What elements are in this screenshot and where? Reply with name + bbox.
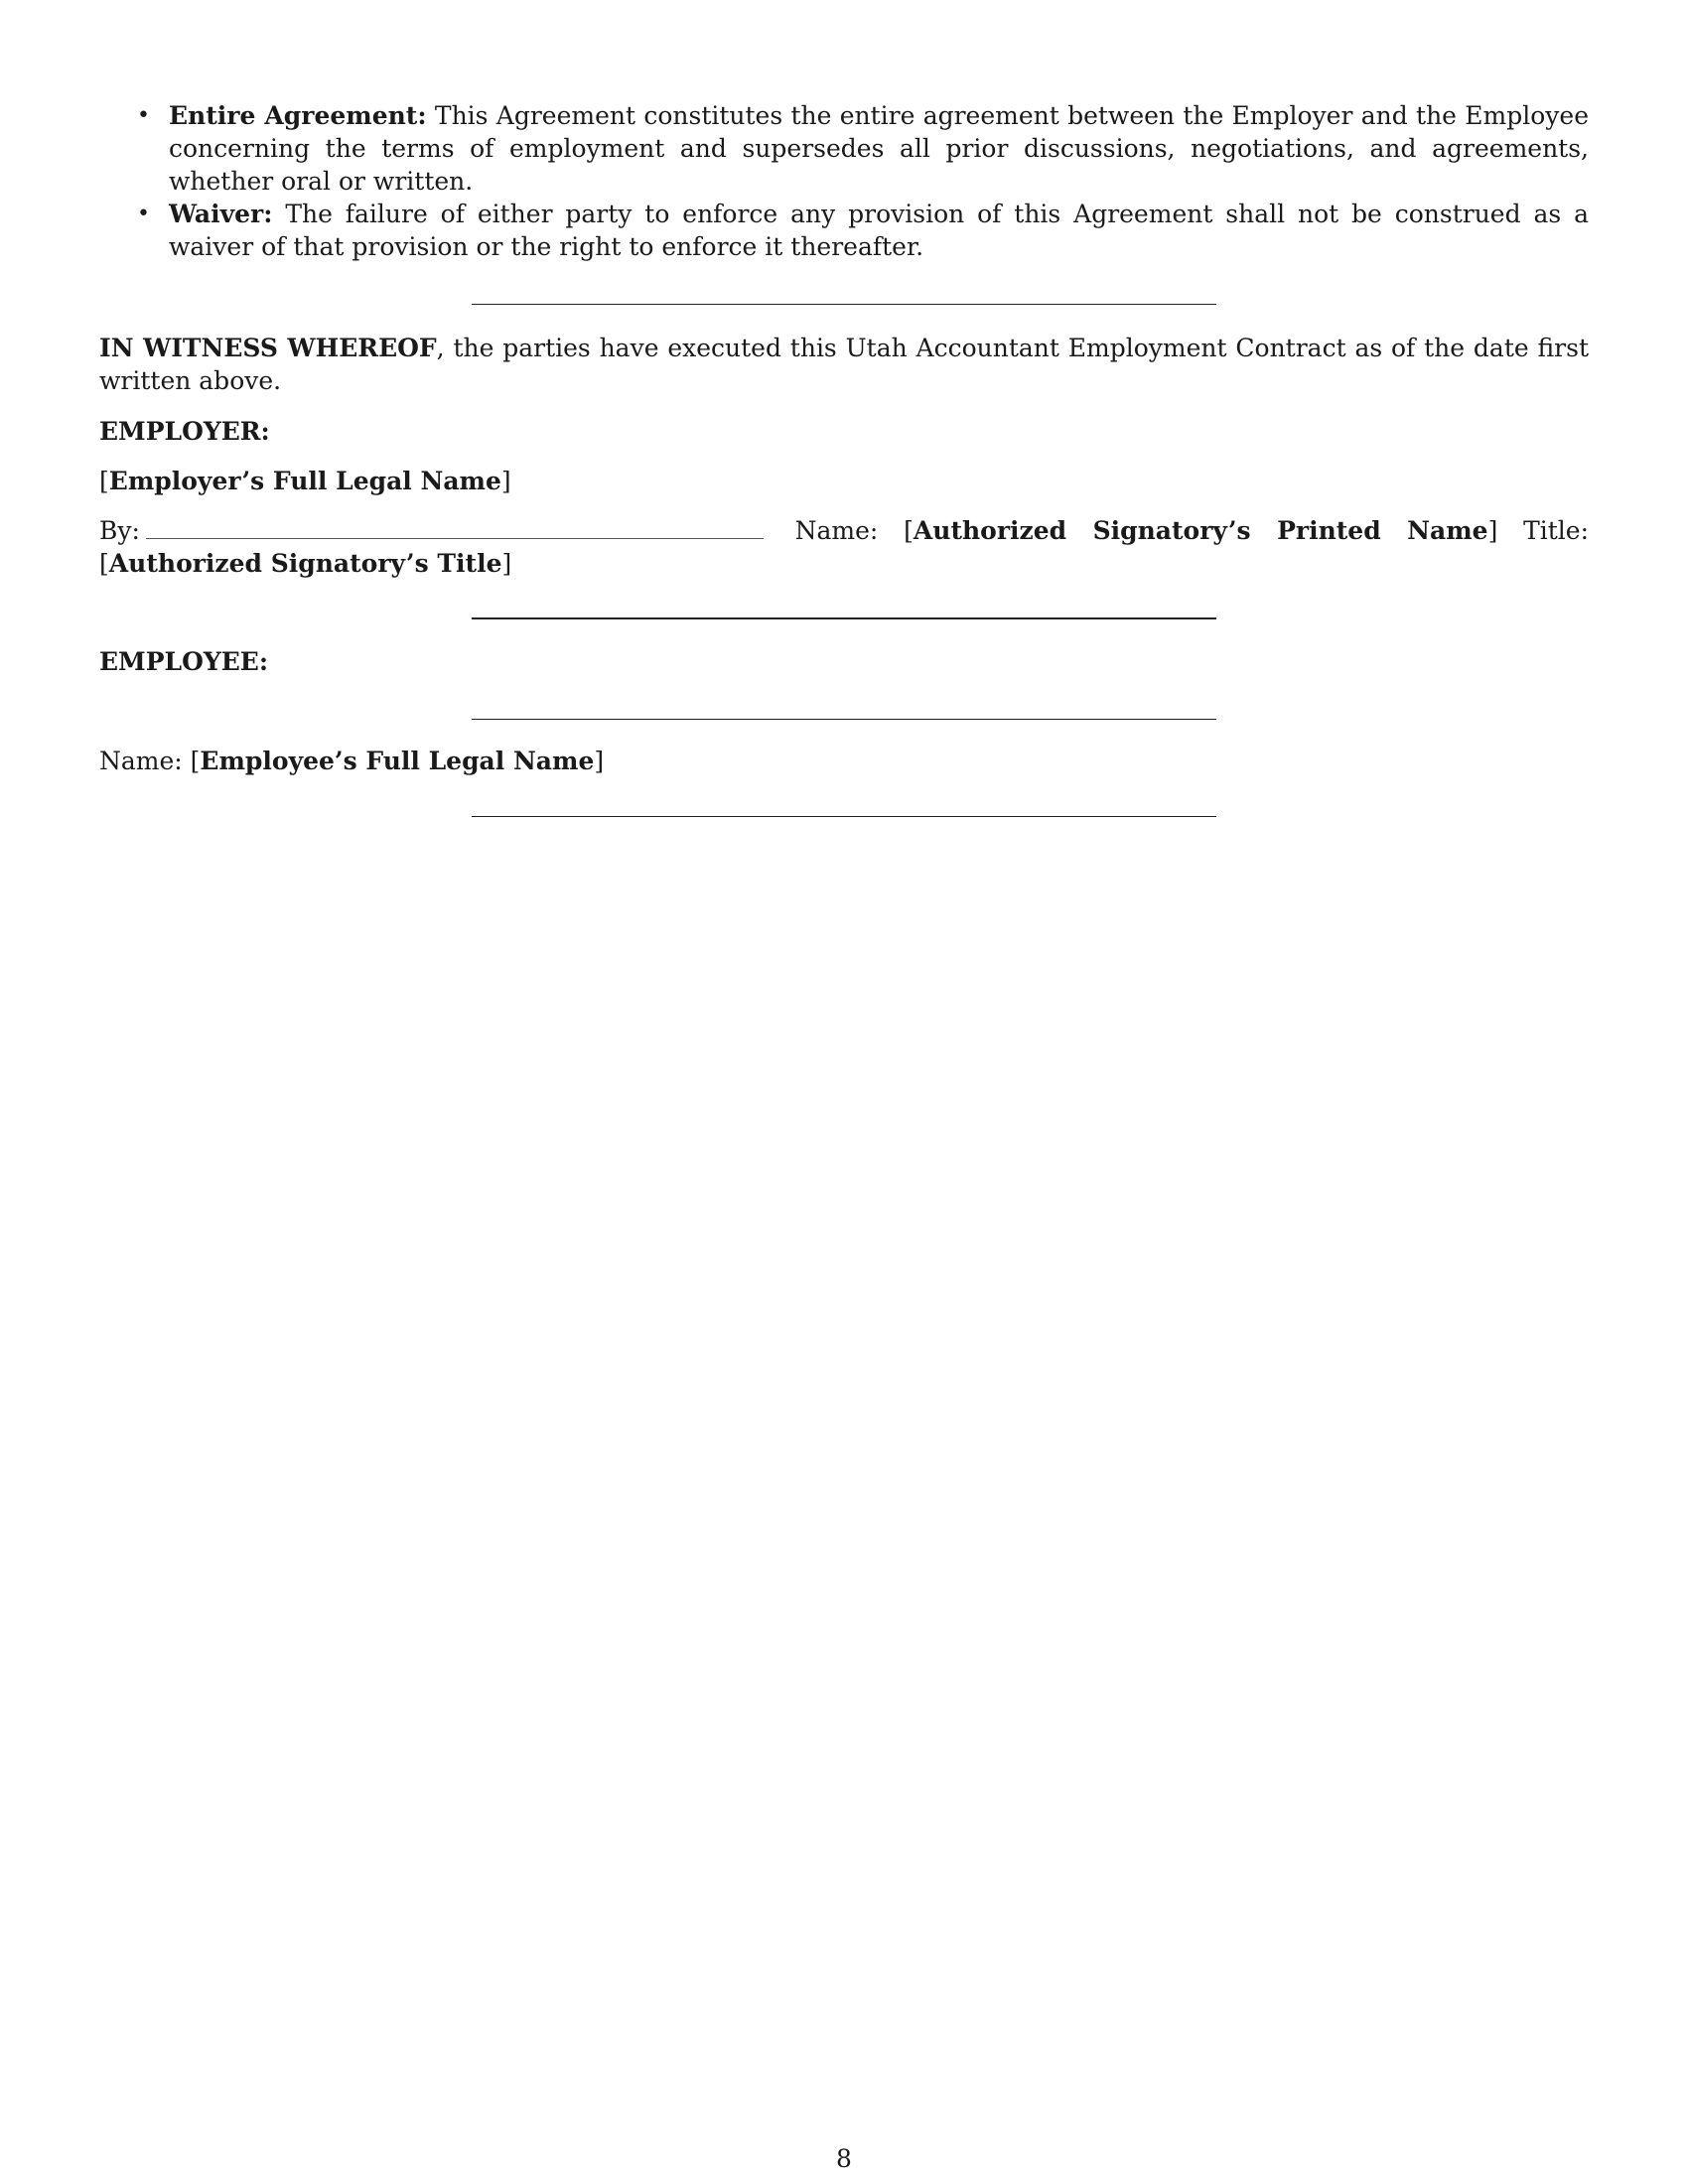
signatory-name: Authorized Signatory’s Printed Name [913, 516, 1488, 545]
clause-list [99, 99, 1589, 263]
name-label: Name: [794, 516, 879, 545]
witness-text: , the parties have executed this Utah Accountant Employment Contract as of the date first written above. [99, 334, 1589, 395]
clause-entire-agreement [99, 99, 1589, 198]
signatory-title: Authorized Signatory’s Title [108, 549, 502, 578]
employer-name-line: [Employer’s Full Legal Name] [99, 467, 511, 495]
employer-signature-line [146, 518, 764, 539]
bullet-icon: • [137, 103, 150, 128]
employer-signature-block: By: Name: [Authorized Signatory’s Printed Name] Title: [Authorized Signatory’s Title] [99, 516, 1590, 578]
witness-lead: IN WITNESS WHEREOF [99, 334, 437, 362]
bullet-icon: • [137, 202, 150, 226]
employer-heading: EMPLOYER: [99, 417, 270, 446]
separator-rule [472, 304, 1216, 305]
page-number: 8 [836, 2144, 852, 2173]
clause-text: This Agreement constitutes the entire agreement between the Employer and the Employee concerning the terms of employment and supersedes all prior discussions, negotiations, and agreements, whether oral or written. [169, 101, 1589, 196]
employer-name: Employer’s Full Legal Name [108, 467, 501, 495]
employee-heading: EMPLOYEE: [99, 647, 269, 676]
clause-title: Waiver: [169, 200, 273, 228]
clause-text: The failure of either party to enforce any provision of this Agreement shall not be construed as a waiver of that provision or the right to enforce it thereafter. [169, 200, 1589, 261]
employee-name-line: Name: [Employee’s Full Legal Name] [99, 747, 605, 775]
separator-rule [472, 816, 1216, 817]
clause-waiver [99, 198, 1589, 263]
separator-rule [472, 617, 1216, 619]
employee-name: Employee’s Full Legal Name [200, 747, 595, 775]
by-label: By: [99, 516, 140, 545]
clause-title: Entire Agreement: [169, 101, 427, 130]
title-label: Title: [1523, 516, 1590, 545]
witness-paragraph [99, 332, 1589, 397]
name-label: Name: [99, 747, 183, 775]
employee-signature-line [472, 719, 1216, 720]
